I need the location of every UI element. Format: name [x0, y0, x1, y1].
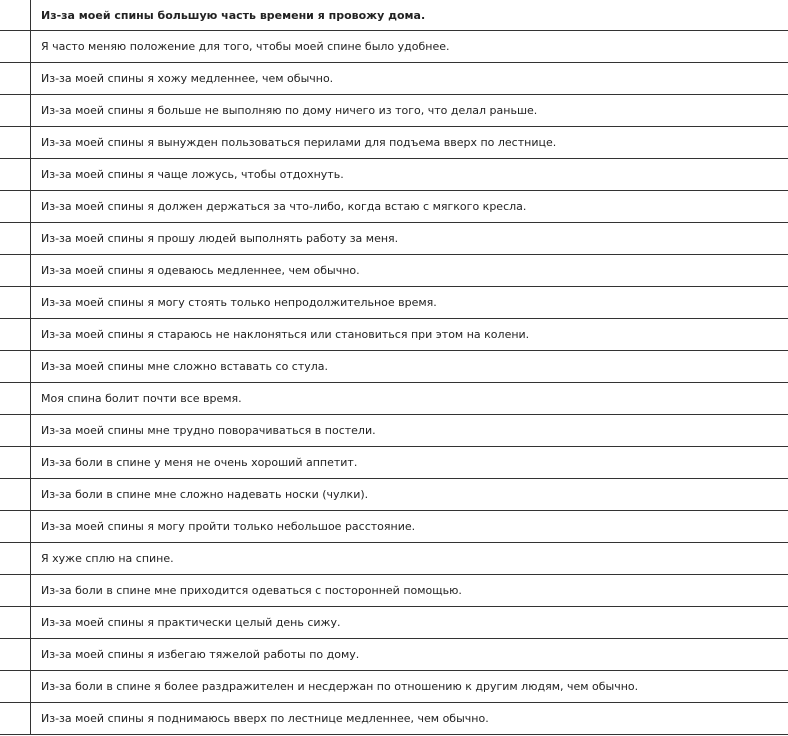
table-row [0, 159, 788, 191]
table-row [0, 223, 788, 255]
table-row [0, 607, 788, 639]
table-row [0, 543, 788, 575]
answer-checkbox-cell[interactable] [0, 543, 31, 575]
question-text: Из-за боли в спине у меня не очень хороший аппетит. [31, 447, 788, 479]
answer-checkbox-cell[interactable] [0, 287, 31, 319]
question-text: Из-за моей спины я вынужден пользоваться перилами для подъема вверх по лестнице. [31, 127, 788, 159]
table-row [0, 639, 788, 671]
table-row [0, 287, 788, 319]
answer-checkbox-cell[interactable] [0, 31, 31, 63]
table-row [0, 319, 788, 351]
question-text: Я хуже сплю на спине. [31, 543, 788, 575]
question-text: Из-за моей спины я чаще ложусь, чтобы отдохнуть. [31, 159, 788, 191]
answer-checkbox-cell[interactable] [0, 127, 31, 159]
answer-checkbox-cell[interactable] [0, 511, 31, 543]
table-row [0, 671, 788, 703]
answer-checkbox-cell[interactable] [0, 159, 31, 191]
answer-checkbox-cell[interactable] [0, 255, 31, 287]
answer-checkbox-cell[interactable] [0, 383, 31, 415]
table-row [0, 511, 788, 543]
answer-checkbox-cell[interactable] [0, 575, 31, 607]
table-row [0, 127, 788, 159]
question-text: Из-за боли в спине мне сложно надевать носки (чулки). [31, 479, 788, 511]
question-text: Из-за моей спины большую часть времени я провожу дома. [31, 0, 788, 31]
question-text: Из-за моей спины я хожу медленнее, чем обычно. [31, 63, 788, 95]
question-text: Из-за моей спины я практически целый день сижу. [31, 607, 788, 639]
question-text: Из-за моей спины мне трудно поворачиваться в постели. [31, 415, 788, 447]
answer-checkbox-cell[interactable] [0, 447, 31, 479]
answer-checkbox-cell[interactable] [0, 63, 31, 95]
answer-checkbox-cell[interactable] [0, 319, 31, 351]
answer-checkbox-cell[interactable] [0, 607, 31, 639]
answer-checkbox-cell[interactable] [0, 479, 31, 511]
table-row [0, 351, 788, 383]
question-text: Моя спина болит почти все время. [31, 383, 788, 415]
table-row [0, 415, 788, 447]
question-text: Из-за боли в спине я более раздражителен и несдержан по отношению к другим людям, чем обычно. [31, 671, 788, 703]
question-text: Из-за моей спины я избегаю тяжелой работы по дому. [31, 639, 788, 671]
answer-checkbox-cell[interactable] [0, 0, 31, 31]
question-text: Из-за моей спины я могу пройти только небольшое расстояние. [31, 511, 788, 543]
question-text: Из-за моей спины я должен держаться за что-либо, когда встаю с мягкого кресла. [31, 191, 788, 223]
table-row [0, 191, 788, 223]
question-text: Из-за моей спины я больше не выполняю по дому ничего из того, что делал раньше. [31, 95, 788, 127]
table-row [0, 479, 788, 511]
table-row [0, 447, 788, 479]
answer-checkbox-cell[interactable] [0, 223, 31, 255]
question-text: Из-за моей спины я стараюсь не наклоняться или становиться при этом на колени. [31, 319, 788, 351]
table-row [0, 383, 788, 415]
answer-checkbox-cell[interactable] [0, 703, 31, 735]
table-row [0, 575, 788, 607]
answer-checkbox-cell[interactable] [0, 351, 31, 383]
question-text: Из-за моей спины мне сложно вставать со стула. [31, 351, 788, 383]
table-row [0, 255, 788, 287]
question-text: Я часто меняю положение для того, чтобы моей спине было удобнее. [31, 31, 788, 63]
answer-checkbox-cell[interactable] [0, 671, 31, 703]
answer-checkbox-cell[interactable] [0, 95, 31, 127]
question-text: Из-за моей спины я прошу людей выполнять работу за меня. [31, 223, 788, 255]
table-row [0, 0, 788, 31]
answer-checkbox-cell[interactable] [0, 415, 31, 447]
table-row [0, 31, 788, 63]
question-text: Из-за моей спины я одеваюсь медленнее, чем обычно. [31, 255, 788, 287]
question-text: Из-за боли в спине мне приходится одеваться с посторонней помощью. [31, 575, 788, 607]
table-row [0, 95, 788, 127]
table-row [0, 703, 788, 735]
question-text: Из-за моей спины я могу стоять только непродолжительное время. [31, 287, 788, 319]
answer-checkbox-cell[interactable] [0, 191, 31, 223]
question-text: Из-за моей спины я поднимаюсь вверх по лестнице медленнее, чем обычно. [31, 703, 788, 735]
table-row [0, 63, 788, 95]
answer-checkbox-cell[interactable] [0, 639, 31, 671]
